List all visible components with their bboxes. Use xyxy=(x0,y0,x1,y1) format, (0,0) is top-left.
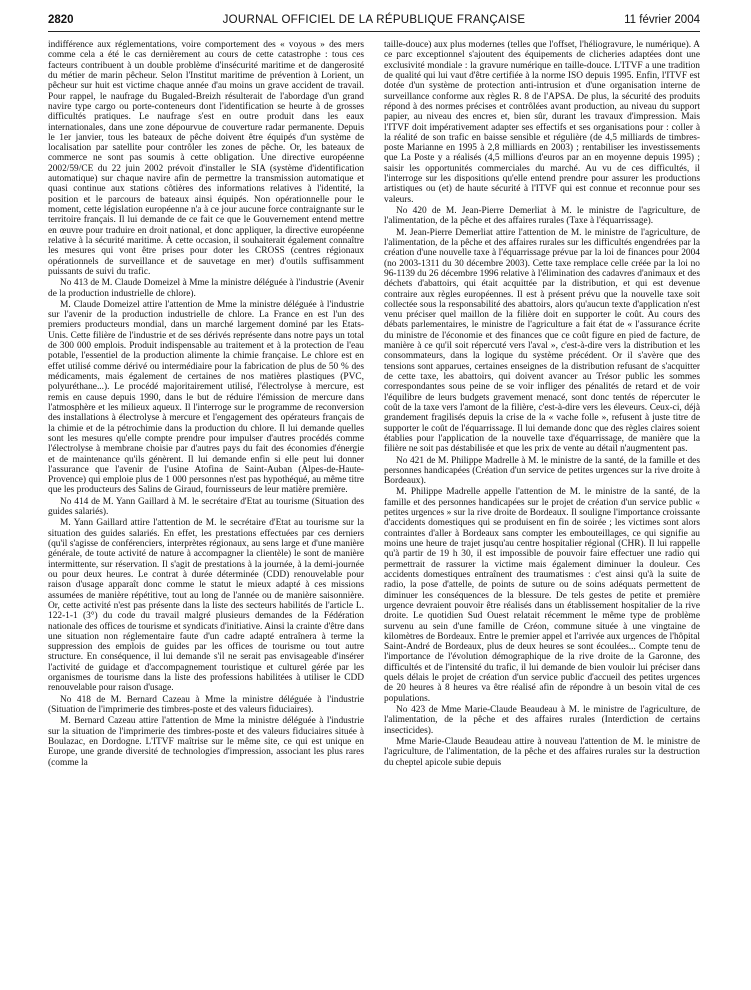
paragraph: taille-douce) aux plus modernes (telles que l'offset, l'héliogravure, le numérique). A ce parc exceptionnel s'ajoutent des équipements de clicheries adaptées dont une exclusivité mondiale : la gravure numérique en taille-douce. L'ITVF a une tradition de qualité qui lui vaut d'être certifiée à la norme ISO depuis 1995. Enfin, l'ITVF est dotée d'un système de protection anti-intrusion et d'une organisation interne de surveillance conforme aux règles R. 8 de l'APSA. De plus, la sécurité des produits répond à des normes précises et contrôlées avant production, au niveau du support papier, au niveau des encres et, bien sûr, durant les travaux d'impression. Mais l'ITVF doit impérativement adapter ses effectifs et ses organisations pour : coller à la réalité de son trafic en baisse sensible et régulière (de 4,5 milliards de timbres-poste Marianne en 1995 à 2,8 milliards en 2003) ; rentabiliser les investissements que La Poste y a réalisés (4,5 millions d'euros par an en moyenne depuis 1995) ; saisir les opportunités commerciales du marché. Au vu de ces difficultés, il l'interroge sur les dispositions qu'elle entend prendre pour assurer les productions artistiques ou (et) de haute sécurité à l'ITVF qui est connue et reconnue pour ses valeurs. xyxy=(384,40,700,205)
question-heading: No 421 de M. Philippe Madrelle à M. le ministre de la santé, de la famille et des personnes handicapées (Création d'un service de petites urgences sur la rive droite à Bordeaux). xyxy=(384,455,700,487)
question-heading: No 423 de Mme Marie-Claude Beaudeau à M. le ministre de l'agriculture, de l'alimentation, de la pêche et des affaires rurales (Interdiction de certains insecticides). xyxy=(384,705,700,736)
question-heading: No 420 de M. Jean-Pierre Demerliat à M. le ministre de l'agriculture, de l'alimentation, de la pêche et des affaires rurales (Taxe à l'équarrissage). xyxy=(384,206,700,227)
page-header xyxy=(48,14,700,30)
question-heading: No 413 de M. Claude Domeizel à Mme la ministre déléguée à l'industrie (Avenir de la production industrielle de chlore). xyxy=(48,278,364,299)
paragraph: indifférence aux réglementations, voire comportement des « voyous » des mers comme cela a été le cas dernièrement au cours de cette catastrophe : tous ces facteurs contribuent à un double problème d'insécurité maritime et de dangerosité du métier de marin pêcheur. Selon l'Institut maritime de prévention à Lorient, un pêcheur sur huit est victime chaque année d'au moins un grave accident de travail. Pour rappel, le naufrage du Bugaled-Breizh résulterait de l'abordage d'un grand navire type cargo ou porte-conteneurs dont l'identification se heurte à de grosses difficultés pratiques. Le naufrage s'est en outre produit dans les eaux internationales, dans une zone dépourvue de couverture radar permanente. Depuis le 1er janvier, tous les bateaux de pêche doivent être équipés d'un système de localisation par satellite pour contrôler les zones de pêche. Or, les bateaux de commerce ne sont pas soumis à cette obligation. Une directive européenne 2002/59/CE du 22 juin 2002 prévoit d'installer le SIA (système d'identification automatique) sur chaque navire afin de permettre la transmission automatique et quasi continue aux stations côtières des informations relatives à l'identité, la position et le parcours de bateaux ainsi équipés. Non opérationnelle pour le moment, cette législation européenne n'a à ce jour aucune force contraignante sur le territoire français. Il lui demande de ce fait ce que le Gouvernement entend mettre en œuvre pour traduire en droit national, et donc appliquer, la directive européenne relative à la sécurité maritime. À cette occasion, il souhaiterait également connaître les mesures qui vont être prises pour doter les CROSS (centres régionaux opérationnels de surveillance et de sauvetage en mer) d'outils suffisamment puissants de suivi du trafic. xyxy=(48,40,364,277)
right-column xyxy=(384,40,700,769)
paragraph: M. Bernard Cazeau attire l'attention de Mme la ministre déléguée à l'industrie sur la situation de l'imprimerie des timbres-poste et des valeurs fiduciaires située à Boulazac, en Dordogne. L'ITVF maîtrise sur le même site, ce qui est unique en Europe, une grande diversité de technologies d'impression, associant les plus rares (comme la xyxy=(48,716,364,768)
page-number: 2820 xyxy=(48,14,74,26)
question-heading: No 414 de M. Yann Gaillard à M. le secrétaire d'Etat au tourisme (Situation des guides salariés). xyxy=(48,496,364,518)
header-rule xyxy=(48,31,700,32)
paragraph: M. Yann Gaillard attire l'attention de M. le secrétaire d'Etat au tourisme sur la situation des guides salariés. En effet, les prestations effectuées par ces derniers (qu'il s'agisse de conférenciers, interprètes régionaux, au sens large et d'une manière générale, de toute activité de nature à accompagner la clientèle) le sont de manière intermittente, sur réservation. Il s'agit de prestations à la journée, à la demi-journée ou pour deux heures. Le contrat à durée déterminée (CDD) renouvelable pour raison d'usage apparaît donc comme le statut le mieux adapté à ces missions assumées de manière répétitive, tout au long de l'année ou de manière saisonnière. Or, cette activité n'est pas présente dans la liste des secteurs habilités de l'article L. 122-1-1 (3°) du code du travail malgré plusieurs demandes de la Fédération nationale des offices de tourisme et syndicats d'initiative. Ainsi la crainte d'être dans une situation non réglementaire faute d'un cadre adapté entraînera à terme la suppression des emplois de guides par les offices de tourisme ou tout autre structure. En conséquence, il lui demande s'il ne serait pas envisageable d'insérer l'activité de guidage et d'accompagnement touristique et culturel gérée par les organismes de tourisme dans la liste des professions habilitées à utiliser le CDD renouvelable pour raison d'usage. xyxy=(48,518,364,694)
issue-date: 11 février 2004 xyxy=(624,14,700,26)
paragraph: Mme Marie-Claude Beaudeau attire à nouveau l'attention de M. le ministre de l'agriculture, de l'alimentation, de la pêche et des affaires rurales sur la destruction du cheptel apicole subie depuis xyxy=(384,736,700,768)
paragraph: M. Jean-Pierre Demerliat attire l'attention de M. le ministre de l'agriculture, de l'alimentation, de la pêche et des affaires rurales sur les difficultés engendrées par la création d'une nouvelle taxe à l'équarrissage prévue par la loi de finances pour 2004 (no 2003-1311 du 30 décembre 2003). Cette taxe remplace celle créée par la loi no 96-1139 du 26 décembre 1996 relative à l'élimination des cadavres d'animaux et des déchets d'abattoirs, qui était acquittée par la distribution, et qui est devenue contraire aux règles européennes. Il est à présent prévu que la nouvelle taxe soit collectée sous la responsabilité des abattoirs, alors qu'aucun texte d'application n'est venu préciser quel maillon de la filière doit en supporter le coût. Au cours des débats parlementaires, le ministre de l'agriculture a fait état de « l'assurance écrite du ministre de l'économie et des finances que ce coût figure en pied de facture, de manière à ce qu'il soit répercuté vers l'aval », c'est-à-dire vers la distribution et les consommateurs, dans la logique du système précédent. Or il s'avère que des tensions sont apparues, certaines enseignes de la distribution refusant de s'acquitter de cette taxe, les abattoirs, qui doivent avancer au Trésor public les sommes correspondantes sous peine de se voir infliger des pénalités de retard et de voir l'équilibre de leurs budgets gravement menacé, sont donc tentés de répercuter le coût de la taxe vers l'amont de la filière, c'est-à-dire vers les éleveurs. Ceux-ci, déjà grandement fragilisés depuis la crise de la « vache folle », refusent à juste titre de supporter le coût de l'équarrissage. Il lui demande donc que des règles claires soient établies pour l'application de la nouvelle taxe d'équarrissage, de manière que la filière ne soit pas déstabilisée et que les prix de vente au détail n'augmentent pas. xyxy=(384,227,700,455)
paragraph: M. Philippe Madrelle appelle l'attention de M. le ministre de la santé, de la famille et des personnes handicapées sur le projet de création d'un service public « petites urgences » sur la rive droite de Bordeaux. Il souligne l'importance croissante d'accidents domestiques qui se produisent en fin de soirée ; les victimes sont alors contraintes d'aller à Bordeaux sans compter les embouteillages, ce qui signifie au moins une heure de trajet jusqu'au centre hospitalier régional (CHR). Il lui rappelle qu'à partir de 19 h 30, il est impossible de pouvoir faire effectuer une radio qui permettrait de rassurer la victime mais également diminuer la douleur. Ces accidents domestiques entraînent des traumatismes : c'est ainsi qu'à la suite de radio, la pose d'attelle, de points de suture ou de soins adéquats permettent de diminuer les conséquences de la blessure. De tels gestes de petite et première urgence devraient pouvoir être réalisés dans un établissement hospitalier de la rive droite. Le quotidien Sud Ouest relatait récemment le même type de problème survenu au sein d'une famille de Créon, commune située à une vingtaine de kilomètres de Bordeaux. Entre le premier appel et l'arrivée aux urgences de l'hôpital Saint-André de Bordeaux, plus de deux heures se sont écoulées... Compte tenu de l'importance de l'évolution démographique de la rive droite de la Garonne, des difficultés et de l'intensité du trafic, il lui demande de bien vouloir lui préciser dans quels délais le projet de création d'un service public d'accueil des petites urgences de 20 heures à 8 heures va être réalisé afin de répondre à un besoin vital de ces populations. xyxy=(384,487,700,704)
journal-title: JOURNAL OFFICIEL DE LA RÉPUBLIQUE FRANÇAISE xyxy=(222,14,526,26)
paragraph: M. Claude Domeizel attire l'attention de Mme la ministre déléguée à l'industrie sur l'avenir de la production industrielle de chlore. La France en est l'un des premiers producteurs mondial, dans un marché largement dominé par les Etats-Unis. Cette filière de l'industrie et de ses dérivés représente dans notre pays un total de 300 000 emplois. Produit indispensable au traitement et à la protection de l'eau potable, l'essentiel de la production alimente la chimie française. Le chlore est en effet utilisé comme dérivé ou intermédiaire pour la fabrication de plus de 50 % des médicaments, mais également de certaines de nos matières plastiques (PVC, polyuréthane...). Le procédé majoritairement utilisé, l'électrolyse à mercure, est remis en cause depuis 1990, dans le but de réduire l'émission de mercure dans l'atmosphère et les milieux aqueux. Il l'interroge sur le programme de reconversion des installations à électrolyse à mercure et l'engagement des opérateurs français de la chimie et de la pétrochimie dans la production du chlore. Il lui demande quelles sont les mesures qu'elle compte prendre pour impulser d'autres procédés comme l'électrolyse à membrane choisie par d'autres pays du fait des économies d'énergie et de maintenance qu'ils génèrent. Il lui demande enfin si elle peut lui donner l'assurance que l'avenir de l'usine Atofina de Saint-Auban (Alpes-de-Haute-Provence) qui emploie plus de 1 000 personnes n'est pas hypothéqué, au même titre que les producteurs des Salins de Giraud, fournisseurs de leur matière première. xyxy=(48,299,364,496)
question-heading: No 418 de M. Bernard Cazeau à Mme la ministre déléguée à l'industrie (Situation de l'imprimerie des timbres-poste et des valeurs fiduciaires). xyxy=(48,694,364,715)
left-column xyxy=(48,40,364,769)
